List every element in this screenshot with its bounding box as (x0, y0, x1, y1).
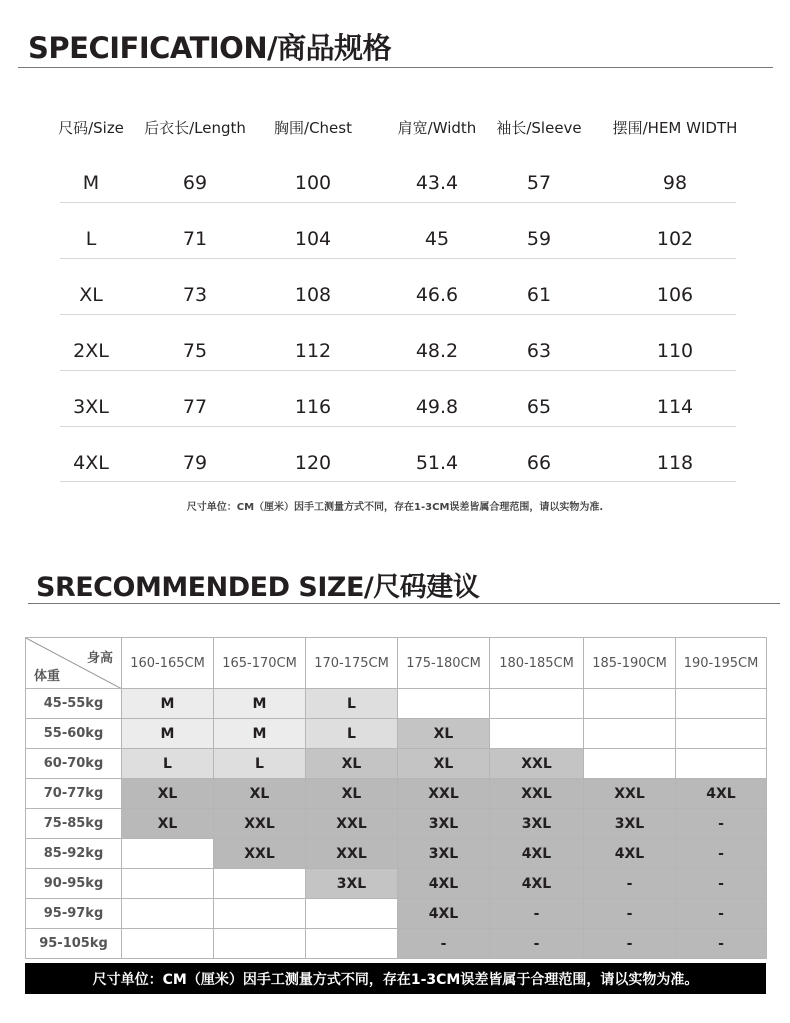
size-recommendation-cell (584, 689, 676, 719)
spec-title: SPECIFICATION/商品规格 (28, 31, 392, 65)
size-recommendation-cell: - (584, 929, 676, 959)
size-recommendation-cell (214, 869, 306, 899)
size-recommendation-cell (122, 899, 214, 929)
spec-size-label: 3XL (73, 396, 109, 418)
size-recommendation-cell: - (676, 869, 767, 899)
weight-range-label: 85-92kg (26, 839, 122, 869)
size-recommendation-cell: 4XL (490, 839, 584, 869)
size-recommendation-cell: - (676, 929, 767, 959)
spec-value-cell: 108 (294, 284, 332, 306)
spec-row-divider (60, 481, 736, 482)
size-recommendation-cell: M (214, 689, 306, 719)
table-row (26, 869, 767, 899)
size-recommendation-cell: 4XL (676, 779, 767, 809)
spec-value-cell: 98 (662, 172, 688, 194)
size-recommendation-cell: XL (306, 779, 398, 809)
size-recommendation-cell: - (676, 809, 767, 839)
spec-value-cell: 63 (526, 340, 552, 362)
size-recommendation-cell: 3XL (584, 809, 676, 839)
height-range-header: 165-170CM (214, 638, 306, 689)
spec-row-divider (60, 426, 736, 427)
spec-value-cell: 48.2 (415, 340, 459, 362)
size-recommendation-cell: XXL (490, 779, 584, 809)
size-recommendation-cell: XXL (306, 839, 398, 869)
weight-range-label: 70-77kg (26, 779, 122, 809)
spec-value-cell: 114 (656, 396, 694, 418)
spec-size-label: XL (79, 284, 103, 306)
size-recommendation-cell: 4XL (398, 869, 490, 899)
weight-range-label: 95-97kg (26, 899, 122, 929)
size-recommendation-cell: L (214, 749, 306, 779)
height-range-header: 190-195CM (676, 638, 767, 689)
recommend-title: SRECOMMENDED SIZE/尺码建议 (36, 572, 480, 603)
size-recommendation-cell: - (490, 899, 584, 929)
spec-value-cell: 102 (656, 228, 694, 250)
size-recommendation-cell: 3XL (398, 839, 490, 869)
size-recommendation-cell (676, 689, 767, 719)
height-range-header: 185-190CM (584, 638, 676, 689)
size-recommendation-cell (214, 929, 306, 959)
table-row (26, 689, 767, 719)
spec-row-divider (60, 370, 736, 371)
size-recommendation-cell (676, 749, 767, 779)
spec-value-cell: 59 (526, 228, 552, 250)
size-recommendation-cell: M (214, 719, 306, 749)
spec-value-cell: 112 (294, 340, 332, 362)
spec-value-cell: 116 (294, 396, 332, 418)
weight-range-label: 60-70kg (26, 749, 122, 779)
spec-value-cell: 104 (294, 228, 332, 250)
spec-value-cell: 57 (526, 172, 552, 194)
table-corner-header (26, 638, 122, 689)
size-recommendation-cell: XL (122, 779, 214, 809)
size-recommendation-cell: - (398, 929, 490, 959)
height-axis-label: 身高 (86, 651, 113, 666)
size-recommendation-cell: XXL (214, 839, 306, 869)
spec-title-divider (18, 67, 773, 68)
spec-header-cell: 后衣长/Length (144, 119, 246, 137)
size-recommendation-cell: L (306, 689, 398, 719)
size-recommendation-cell: 4XL (490, 869, 584, 899)
spec-size-label: L (85, 228, 97, 250)
spec-value-cell: 66 (526, 452, 552, 474)
spec-size-label: M (82, 172, 100, 194)
spec-header-cell: 摆围/HEM WIDTH (612, 119, 738, 137)
size-recommendation-cell (214, 899, 306, 929)
spec-header-cell: 尺码/Size (58, 119, 124, 137)
size-recommendation-cell: - (584, 899, 676, 929)
size-recommendation-cell (490, 689, 584, 719)
size-recommendation-cell: - (676, 839, 767, 869)
spec-value-cell: 46.6 (415, 284, 459, 306)
size-recommendation-cell (122, 929, 214, 959)
size-recommendation-cell: 3XL (306, 869, 398, 899)
spec-value-cell: 69 (182, 172, 208, 194)
spec-value-cell: 106 (656, 284, 694, 306)
size-recommendation-cell: 3XL (490, 809, 584, 839)
spec-value-cell: 43.4 (415, 172, 459, 194)
weight-range-label: 75-85kg (26, 809, 122, 839)
spec-value-cell: 49.8 (415, 396, 459, 418)
spec-value-cell: 118 (656, 452, 694, 474)
spec-value-cell: 79 (182, 452, 208, 474)
size-recommendation-cell: XL (122, 809, 214, 839)
footer-note: 尺寸单位：CM（厘米）因手工测量方式不同，存在1-3CM误差皆属于合理范围，请以实物为准。 (25, 963, 766, 994)
spec-value-cell: 73 (182, 284, 208, 306)
size-recommendation-cell: - (584, 869, 676, 899)
size-recommendation-cell: L (306, 719, 398, 749)
height-range-header: 160-165CM (122, 638, 214, 689)
size-recommendation-cell (306, 929, 398, 959)
height-range-header: 180-185CM (490, 638, 584, 689)
table-row (26, 809, 767, 839)
size-recommendation-cell: 4XL (584, 839, 676, 869)
size-recommendation-cell (584, 749, 676, 779)
table-row (26, 779, 767, 809)
size-recommendation-table (25, 637, 767, 959)
spec-value-cell: 110 (656, 340, 694, 362)
table-row (26, 839, 767, 869)
table-row (26, 899, 767, 929)
recommend-title-divider (28, 603, 780, 604)
size-recommendation-cell (676, 719, 767, 749)
spec-value-cell: 51.4 (415, 452, 459, 474)
size-recommendation-cell: XXL (490, 749, 584, 779)
weight-axis-label: 体重 (34, 669, 61, 684)
spec-value-cell: 75 (182, 340, 208, 362)
spec-row-divider (60, 314, 736, 315)
table-row (26, 929, 767, 959)
spec-size-label: 2XL (73, 340, 109, 362)
spec-value-cell: 100 (294, 172, 332, 194)
size-recommendation-cell: XL (398, 749, 490, 779)
spec-value-cell: 71 (182, 228, 208, 250)
spec-value-cell: 61 (526, 284, 552, 306)
size-recommendation-cell: XL (398, 719, 490, 749)
height-range-header: 175-180CM (398, 638, 490, 689)
spec-size-label: 4XL (73, 452, 109, 474)
size-recommendation-cell: L (122, 749, 214, 779)
weight-range-label: 90-95kg (26, 869, 122, 899)
size-recommendation-cell: XXL (398, 779, 490, 809)
size-recommendation-cell: - (676, 899, 767, 929)
size-recommendation-cell (306, 899, 398, 929)
size-recommendation-cell: 3XL (398, 809, 490, 839)
size-recommendation-cell (490, 719, 584, 749)
size-recommendation-cell: 4XL (398, 899, 490, 929)
spec-row-divider (60, 258, 736, 259)
table-row (26, 749, 767, 779)
spec-header-cell: 胸围/Chest (274, 119, 352, 137)
size-recommendation-cell: XL (214, 779, 306, 809)
size-recommendation-cell: M (122, 689, 214, 719)
height-range-header: 170-175CM (306, 638, 398, 689)
weight-range-label: 55-60kg (26, 719, 122, 749)
size-recommendation-cell: XXL (214, 809, 306, 839)
size-recommendation-cell: XL (306, 749, 398, 779)
size-recommendation-cell: XXL (306, 809, 398, 839)
weight-range-label: 45-55kg (26, 689, 122, 719)
spec-header-cell: 肩宽/Width (397, 119, 477, 137)
size-recommendation-cell (122, 839, 214, 869)
spec-value-cell: 77 (182, 396, 208, 418)
spec-value-cell: 65 (526, 396, 552, 418)
table-row (26, 719, 767, 749)
spec-value-cell: 120 (294, 452, 332, 474)
size-recommendation-cell (398, 689, 490, 719)
spec-row-divider (60, 202, 736, 203)
weight-range-label: 95-105kg (26, 929, 122, 959)
spec-note: 尺寸单位：CM（厘米）因手工测量方式不同，存在1-3CM误差皆属合理范围，请以实物为准. (186, 502, 604, 513)
spec-value-cell: 45 (424, 228, 450, 250)
size-recommendation-cell: - (490, 929, 584, 959)
size-recommendation-cell: XXL (584, 779, 676, 809)
size-recommendation-cell (584, 719, 676, 749)
size-recommendation-cell (122, 869, 214, 899)
size-recommendation-cell: M (122, 719, 214, 749)
spec-header-cell: 袖长/Sleeve (496, 119, 582, 137)
